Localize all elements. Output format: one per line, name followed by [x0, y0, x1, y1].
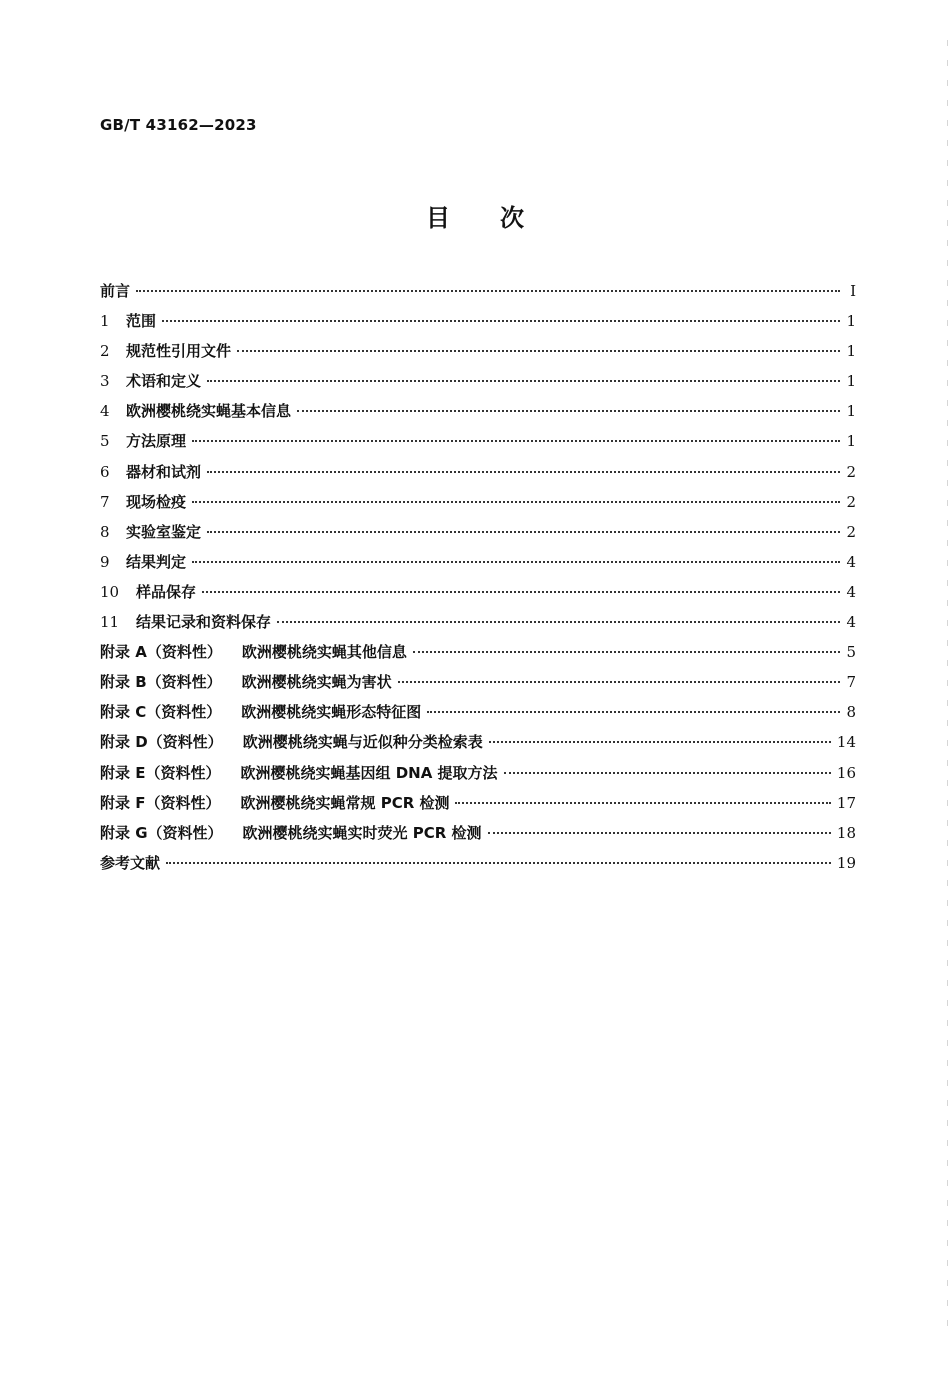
toc-entry-label	[100, 762, 498, 783]
annex-title: 欧洲樱桃绕实蝇与近似种分类检索表	[242, 733, 483, 752]
toc-leader-dots	[504, 772, 831, 774]
toc-page-number: 8	[846, 703, 856, 722]
toc-section-number: 6	[100, 462, 110, 481]
toc-page-number: 5	[846, 643, 856, 662]
toc-section-number: 7	[100, 492, 110, 511]
toc-leader-dots	[202, 591, 840, 593]
toc-leader-dots	[207, 471, 840, 473]
table-of-contents	[100, 280, 856, 882]
toc-page-number: 1	[846, 432, 856, 451]
toc-section-title: 现场检疫	[126, 492, 187, 511]
toc-entry-label	[100, 822, 482, 843]
annex-title: 欧洲樱桃绕实蝇其他信息	[241, 643, 407, 662]
annex-title: 欧洲樱桃绕实蝇常规 PCR 检测	[240, 793, 450, 812]
toc-leader-dots	[192, 561, 840, 563]
toc-section-title: 术语和定义	[126, 372, 202, 391]
toc-entry-label	[100, 491, 186, 512]
toc-leader-dots	[413, 651, 840, 653]
toc-leader-dots	[488, 832, 831, 834]
annex-code: 附录 A（资料性）	[100, 643, 222, 662]
toc-leader-dots	[398, 681, 840, 683]
toc-section-title: 样品保存	[136, 582, 197, 601]
toc-section-title: 结果记录和资料保存	[136, 613, 272, 632]
toc-entry-label	[100, 792, 449, 813]
toc-entry-label	[100, 671, 392, 692]
toc-page-number: 16	[836, 763, 856, 782]
toc-entry-label	[100, 461, 201, 482]
toc-entry-label	[100, 731, 483, 752]
toc-section-number: 8	[100, 522, 110, 541]
toc-entry-6[interactable]	[100, 461, 856, 491]
toc-leader-dots	[427, 711, 840, 713]
toc-entry-label	[100, 340, 231, 361]
toc-entry-label	[100, 521, 201, 542]
toc-section-title: 范围	[126, 312, 157, 331]
toc-leader-dots	[136, 290, 840, 292]
toc-entry-label	[100, 430, 186, 451]
annex-code: 附录 E（资料性）	[100, 763, 221, 782]
annex-title: 欧洲樱桃绕实蝇基因组 DNA 提取方法	[240, 763, 498, 782]
toc-entry-4[interactable]	[100, 400, 856, 430]
toc-entry-1[interactable]	[100, 310, 856, 340]
toc-leader-dots	[455, 802, 830, 804]
toc-leader-dots	[166, 862, 831, 864]
toc-entry-annex-e[interactable]	[100, 762, 856, 792]
toc-section-title: 结果判定	[126, 552, 187, 571]
toc-entry-label	[100, 370, 201, 391]
toc-entry-annex-d[interactable]	[100, 731, 856, 761]
toc-leader-dots	[297, 410, 840, 412]
toc-leader-dots	[192, 440, 840, 442]
toc-entry-label: 前言	[100, 282, 131, 300]
toc-page-number: 2	[846, 492, 856, 511]
toc-section-number: 9	[100, 552, 110, 571]
toc-entry-2[interactable]	[100, 340, 856, 370]
annex-code: 附录 B（资料性）	[100, 673, 222, 692]
toc-leader-dots	[162, 320, 840, 322]
toc-entry-label	[100, 400, 291, 421]
toc-section-title: 器材和试剂	[126, 462, 202, 481]
annex-title: 欧洲樱桃绕实蝇形态特征图	[241, 703, 422, 722]
annex-code: 附录 C（资料性）	[100, 703, 222, 722]
toc-page-number: 19	[836, 853, 856, 872]
toc-section-number: 11	[100, 613, 120, 632]
toc-page-number: I	[850, 282, 856, 300]
toc-page-number: 17	[836, 793, 856, 812]
toc-section-number: 10	[100, 582, 120, 601]
annex-code: 附录 D（资料性）	[100, 733, 223, 752]
toc-page-number: 1	[846, 372, 856, 391]
toc-section-number: 3	[100, 372, 110, 391]
annex-code: 附录 G（资料性）	[100, 823, 223, 842]
toc-section-title: 规范性引用文件	[126, 342, 232, 361]
toc-entry-10[interactable]	[100, 581, 856, 611]
toc-entry-references[interactable]	[100, 852, 856, 882]
toc-entry-label: 参考文献	[100, 853, 161, 872]
toc-entry-annex-a[interactable]	[100, 641, 856, 671]
toc-leader-dots	[489, 741, 831, 743]
toc-entry-label	[100, 641, 407, 662]
toc-section-title: 方法原理	[126, 432, 187, 451]
toc-page-number: 2	[846, 522, 856, 541]
toc-entry-label	[100, 581, 196, 602]
toc-entry-7[interactable]	[100, 491, 856, 521]
toc-entry-5[interactable]	[100, 430, 856, 460]
toc-section-number: 2	[100, 342, 110, 361]
toc-page-number: 2	[846, 462, 856, 481]
toc-entry-label	[100, 611, 271, 632]
toc-leader-dots	[237, 350, 840, 352]
toc-entry-annex-f[interactable]	[100, 792, 856, 822]
toc-entry-label	[100, 701, 421, 722]
toc-entry-annex-g[interactable]	[100, 822, 856, 852]
toc-entry-annex-b[interactable]	[100, 671, 856, 701]
toc-section-title: 欧洲樱桃绕实蝇基本信息	[126, 402, 292, 421]
toc-leader-dots	[207, 531, 840, 533]
annex-code: 附录 F（资料性）	[100, 793, 221, 812]
toc-section-number: 1	[100, 312, 110, 331]
toc-page-number: 4	[846, 552, 856, 571]
standard-number: GB/T 43162—2023	[100, 116, 257, 134]
toc-entry-foreword[interactable]	[100, 280, 856, 310]
page-title: 目次	[426, 204, 574, 232]
annex-title: 欧洲樱桃绕实蝇为害状	[241, 673, 392, 692]
toc-entry-label	[100, 551, 186, 572]
toc-entry-8[interactable]	[100, 521, 856, 551]
toc-section-number: 4	[100, 402, 110, 421]
toc-page-number: 4	[846, 582, 856, 601]
toc-entry-11[interactable]	[100, 611, 856, 641]
annex-title: 欧洲樱桃绕实蝇实时荧光 PCR 检测	[242, 823, 482, 842]
toc-page-number: 1	[846, 402, 856, 421]
toc-entry-9[interactable]	[100, 551, 856, 581]
toc-page-number: 18	[836, 823, 856, 842]
scan-edge-artifact	[947, 40, 948, 1340]
toc-entry-label	[100, 310, 156, 331]
toc-leader-dots	[277, 621, 840, 623]
toc-page-number: 7	[846, 673, 856, 692]
toc-page-number: 14	[836, 733, 856, 752]
toc-leader-dots	[192, 501, 840, 503]
toc-leader-dots	[207, 380, 840, 382]
toc-entry-3[interactable]	[100, 370, 856, 400]
toc-section-title: 实验室鉴定	[126, 522, 202, 541]
toc-page-number: 1	[846, 312, 856, 331]
toc-entry-annex-c[interactable]	[100, 701, 856, 731]
toc-page-number: 4	[846, 613, 856, 632]
toc-section-number: 5	[100, 432, 110, 451]
toc-page-number: 1	[846, 342, 856, 361]
